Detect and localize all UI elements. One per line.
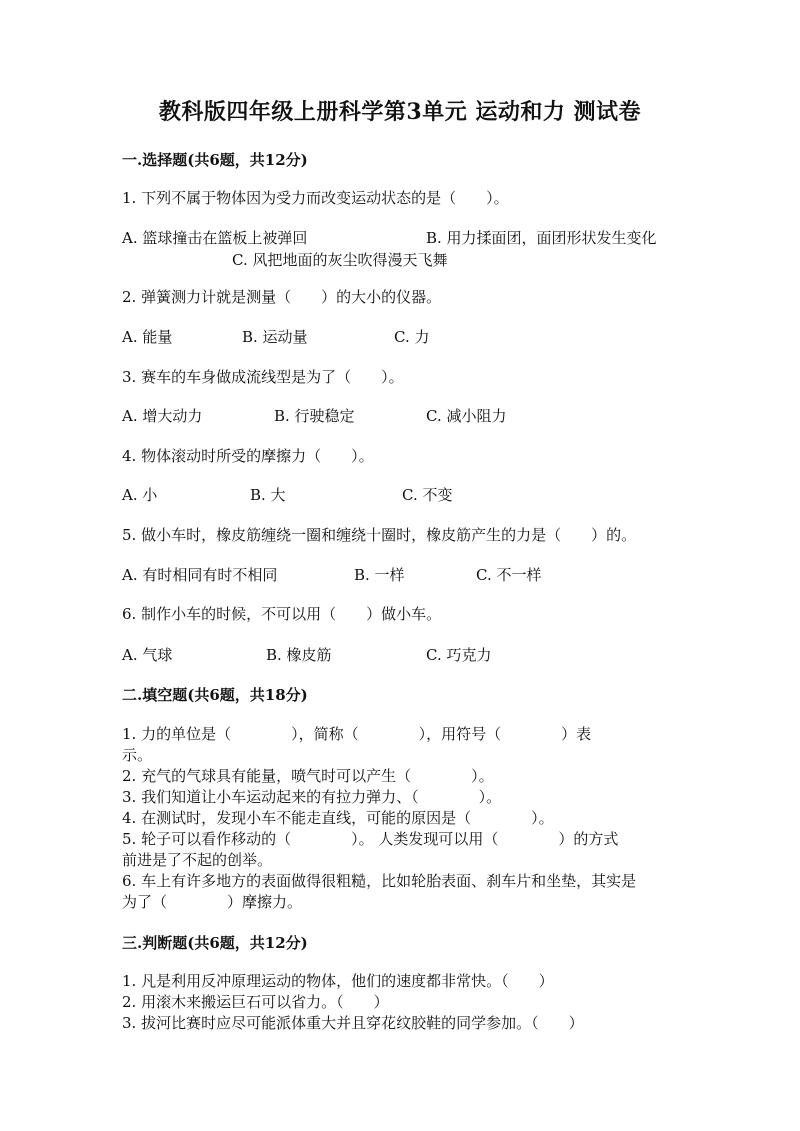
fill-question-6-line-2: 为了（ ）摩擦力。 [122,893,303,911]
question-2-option-b: B. 运动量 [242,328,308,346]
page-title: 教科版四年级上册科学第3单元 运动和力 测试卷 [158,99,642,125]
fill-question-6-line-1: 6. 车上有许多地方的表面做得很粗糙，比如轮胎表面、刹车片和坐垫，其实是 [122,872,637,890]
fill-question-2: 2. 充气的气球具有能量，喷气时可以产生（ ）。 [122,767,494,785]
question-6-option-c: C. 巧克力 [426,646,492,664]
fill-question-5-line-1: 5. 轮子可以看作移动的（ ）。 人类发现可以用（ ）的方式 [122,830,619,848]
question-1-option-a: A. 篮球撞击在篮板上被弹回 [122,229,308,247]
section-heading-true-false: 三.判断题(共6题，共12分) [122,934,308,952]
question-4-stem: 4. 物体滚动时所受的摩擦力（ ）。 [122,447,374,465]
question-1-option-c: C. 风把地面的灰尘吹得漫天飞舞 [232,251,448,269]
question-5-stem: 5. 做小车时，橡皮筋缠绕一圈和缠绕十圈时，橡皮筋产生的力是（ ）的。 [122,526,637,544]
section-heading-choice: 一.选择题(共6题，共12分) [122,151,308,169]
question-6-stem: 6. 制作小车的时候，不可以用（ ）做小车。 [122,605,442,623]
question-5-option-b: B. 一样 [354,566,405,584]
question-5-option-c: C. 不一样 [476,566,542,584]
judge-question-1: 1. 凡是利用反冲原理运动的物体，他们的速度都非常快。（ ） [122,972,554,990]
question-6-option-a: A. 气球 [122,646,173,664]
fill-question-1-line-1: 1. 力的单位是（ ），简称（ ），用符号（ ）表 [122,725,592,743]
judge-question-3: 3. 拔河比赛时应尽可能派体重大并且穿花纹胶鞋的同学参加。（ ） [122,1014,584,1032]
question-3-stem: 3. 赛车的车身做成流线型是为了（ ）。 [122,368,404,386]
question-2-stem: 2. 弹簧测力计就是测量（ ）的大小的仪器。 [122,288,442,306]
question-4-option-c: C. 不变 [402,486,453,504]
question-2-option-a: A. 能量 [122,328,173,346]
fill-question-1-line-2: 示。 [122,746,153,764]
question-3-option-c: C. 减小阻力 [426,407,507,425]
question-5-option-a: A. 有时相同有时不相同 [122,566,278,584]
question-6-option-b: B. 橡皮筋 [266,646,332,664]
section-heading-fill-blank: 二.填空题(共6题，共18分) [122,686,308,704]
question-4-option-b: B. 大 [250,486,286,504]
fill-question-4: 4. 在测试时，发现小车不能走直线，可能的原因是（ ）。 [122,809,554,827]
question-2-option-c: C. 力 [394,328,430,346]
question-1-stem: 1. 下列不属于物体因为受力而改变运动状态的是（ ）。 [122,189,509,207]
question-3-option-a: A. 增大动力 [122,407,203,425]
question-1-option-b: B. 用力揉面团，面团形状发生变化 [426,229,657,247]
question-3-option-b: B. 行驶稳定 [274,407,355,425]
judge-question-2: 2. 用滚木来搬运巨石可以省力。（ ） [122,993,389,1011]
question-4-option-a: A. 小 [122,486,158,504]
fill-question-3: 3. 我们知道让小车运动起来的有拉力弹力、（ ）。 [122,788,502,806]
fill-question-5-line-2: 前进是了不起的创举。 [122,851,273,869]
